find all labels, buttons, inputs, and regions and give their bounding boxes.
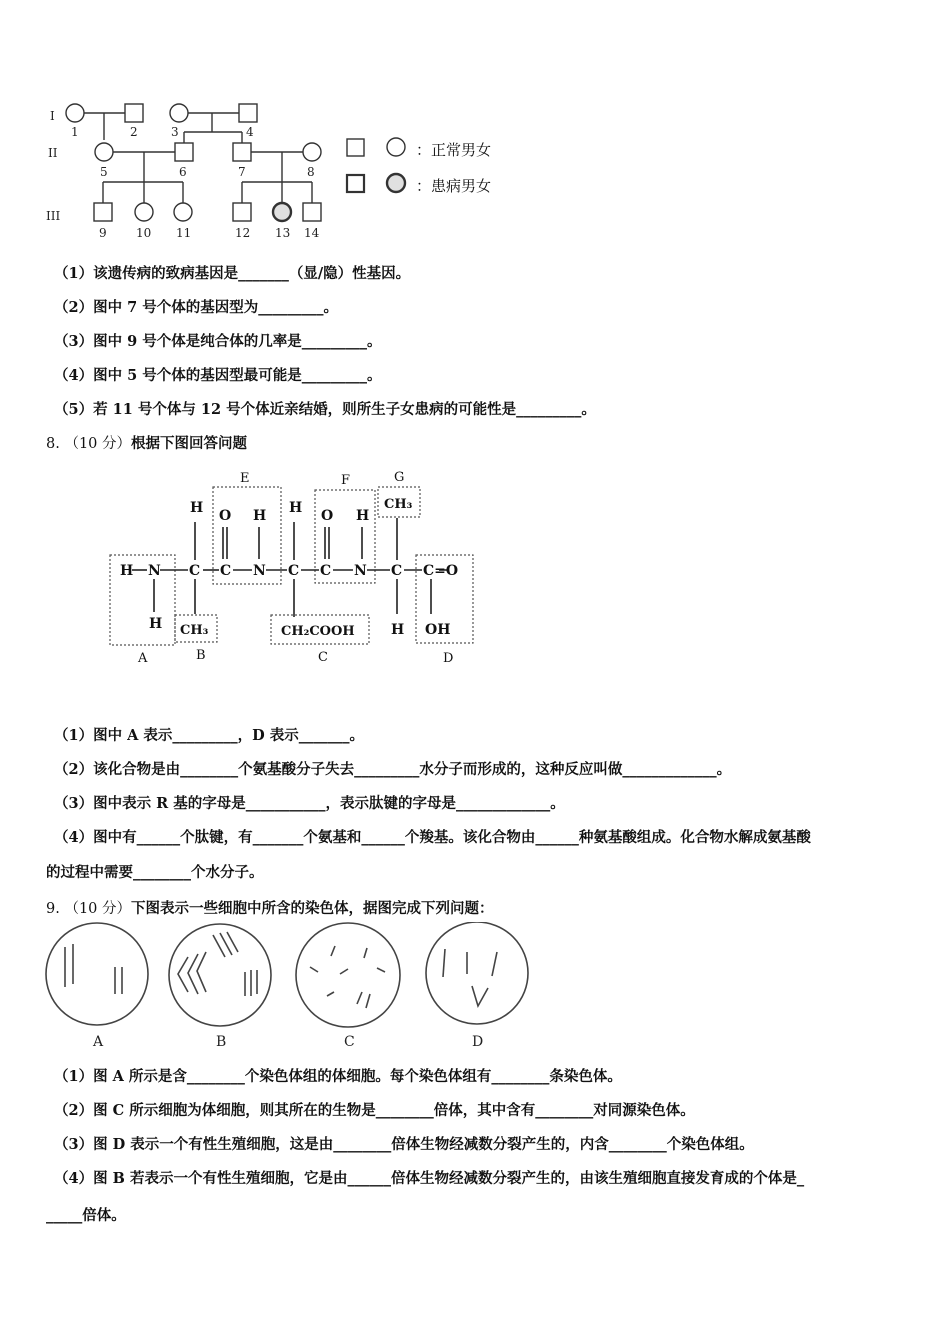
group-CH2COOH-C: CH₂COOH	[281, 624, 355, 639]
atom-OH: OH	[425, 622, 451, 638]
legend-normal-male-icon	[347, 139, 364, 156]
individual-7-normal-male	[233, 143, 251, 161]
atom-C-alpha-1: C	[189, 563, 201, 579]
q7-subquestion-3: （3）图中 9 号个体是纯合体的几率是_________。	[54, 333, 382, 350]
atom-N-3: N	[354, 563, 367, 579]
individual-11-normal-female	[174, 203, 192, 221]
individual-2-normal-male	[125, 104, 143, 122]
q7-subquestion-5: （5）若 11 号个体与 12 号个体近亲结婚，则所生子女患病的可能性是_________。	[54, 401, 596, 418]
individual-number-3: 3	[171, 125, 179, 139]
individual-6-normal-male	[175, 143, 193, 161]
q7-subquestion-1: （1）该遗传病的致病基因是_______（显/隐）性基因。	[54, 265, 411, 282]
q9-subquestion-4-line-2: _____倍体。	[46, 1207, 126, 1224]
cell-label-A: A	[93, 1034, 104, 1050]
individual-9-normal-male	[94, 203, 112, 221]
individual-number-10: 10	[136, 226, 152, 240]
individual-number-7: 7	[238, 165, 246, 179]
q7-subquestion-2: （2）图中 7 号个体的基因型为_________。	[54, 299, 339, 316]
generation-label-1: I	[50, 109, 55, 123]
q9-stem: 下图表示一些细胞中所含的染色体，据图完成下列问题：	[131, 900, 494, 917]
individual-1-normal-female	[66, 104, 84, 122]
box-label-B: B	[196, 648, 206, 663]
individual-3-normal-female	[170, 104, 188, 122]
q9-number: 9.	[46, 901, 60, 917]
q8-heading	[46, 432, 247, 453]
individual-number-6: 6	[179, 165, 187, 179]
cell-B	[169, 924, 271, 1026]
individual-number-11: 11	[176, 226, 192, 240]
individual-8-normal-female	[303, 143, 321, 161]
atom-C-alpha-3: C	[391, 563, 403, 579]
atom-H-alpha-3: H	[391, 622, 405, 638]
atom-H-N-2: H	[253, 508, 267, 524]
group-CH3-G: CH₃	[384, 497, 413, 512]
atom-H-amino-2: H	[149, 616, 163, 632]
atom-H-alpha-2: H	[289, 500, 303, 516]
individual-number-1: 1	[71, 125, 79, 139]
q8-subquestion-4-line-2: 的过程中需要________个水分子。	[46, 864, 264, 881]
individual-number-13: 13	[275, 226, 291, 240]
box-label-E: E	[240, 471, 250, 486]
atom-N-1: N	[148, 563, 161, 579]
q9-subquestion-4-line-1: （4）图 B 若表示一个有性生殖细胞，它是由______倍体生物经减数分裂产生的，由该生殖细胞直接发育成的个体是_	[54, 1170, 805, 1187]
box-label-D: D	[443, 651, 454, 666]
atom-C-carbonyl-1: C	[220, 563, 232, 579]
q7-subquestion-4: （4）图中 5 号个体的基因型最可能是_________。	[54, 367, 382, 384]
legend-affected-label: ：患病男女	[416, 177, 492, 195]
q9-subquestion-2: （2）图 C 所示细胞为体细胞，则其所在的生物是________倍体，其中含有________对同源染色体。	[54, 1102, 695, 1119]
atom-H-alpha-1: H	[190, 500, 204, 516]
cell-label-C: C	[344, 1034, 355, 1050]
individual-4-normal-male	[239, 104, 257, 122]
atom-C-carbonyl-2: C	[320, 563, 332, 579]
pedigree-chart	[40, 95, 350, 245]
q9-score: （10 分）	[64, 901, 132, 917]
legend-normal-label: ：正常男女	[416, 141, 492, 159]
atom-C-alpha-2: C	[288, 563, 300, 579]
individual-13-affected-female	[273, 203, 291, 221]
cell-D	[426, 922, 528, 1024]
q9-subquestion-3: （3）图 D 表示一个有性生殖细胞，这是由________倍体生物经减数分裂产生的，内含________个染色体组。	[54, 1136, 754, 1153]
individual-number-12: 12	[235, 226, 251, 240]
q8-stem: 根据下图回答问题	[131, 435, 248, 452]
individual-number-14: 14	[304, 226, 320, 240]
peptide-structure-diagram	[100, 462, 490, 672]
individual-12-normal-male	[233, 203, 251, 221]
atom-H-amino: H	[120, 563, 134, 579]
generation-label-3: III	[46, 209, 61, 223]
q8-subquestion-1: （1）图中 A 表示_________，D 表示_______。	[54, 727, 365, 744]
individual-number-4: 4	[246, 125, 254, 139]
individual-5-normal-female	[95, 143, 113, 161]
legend-normal-female-icon	[387, 138, 405, 156]
legend-affected-male-icon	[347, 175, 364, 192]
box-label-F: F	[341, 473, 351, 488]
individual-number-9: 9	[99, 226, 107, 240]
individual-10-normal-female	[135, 203, 153, 221]
q8-number: 8.	[46, 436, 60, 452]
atom-H-N-3: H	[356, 508, 370, 524]
atom-N-2: N	[253, 563, 266, 579]
atom-O-1: O	[219, 508, 232, 524]
box-label-G: G	[394, 470, 405, 485]
group-CH3-B: CH₃	[180, 623, 209, 638]
atom-O-2: O	[321, 508, 334, 524]
q9-heading	[46, 897, 494, 918]
q8-score: （10 分）	[64, 436, 132, 452]
legend-symbols	[345, 136, 415, 196]
individual-number-8: 8	[307, 165, 315, 179]
individual-number-5: 5	[100, 165, 108, 179]
box-label-C: C	[318, 650, 328, 665]
q9-subquestion-1: （1）图 A 所示是含________个染色体组的体细胞。每个染色体组有________条染色体。	[54, 1068, 622, 1085]
cell-label-B: B	[216, 1034, 227, 1050]
individual-number-2: 2	[130, 125, 138, 139]
box-label-A: A	[138, 651, 148, 666]
q8-subquestion-4-line-1: （4）图中有______个肽键，有_______个氨基和______个羧基。该化合物由______种氨基酸组成。化合物水解成氨基酸	[54, 829, 811, 846]
generation-label-2: II	[48, 146, 58, 160]
q8-subquestion-2: （2）该化合物是由________个氨基酸分子失去_________水分子而形成的，这种反应叫做_____________。	[54, 761, 732, 778]
q8-subquestion-3: （3）图中表示 R 基的字母是___________，表示肽键的字母是_____________。	[54, 795, 565, 812]
cell-A	[46, 923, 148, 1025]
cell-C	[296, 923, 400, 1027]
chromosome-cells-diagram	[40, 922, 530, 1052]
cell-label-D: D	[472, 1034, 484, 1050]
atom-C-carboxyl: C=O	[423, 563, 459, 579]
individual-14-normal-male	[303, 203, 321, 221]
legend-affected-female-icon	[387, 174, 405, 192]
